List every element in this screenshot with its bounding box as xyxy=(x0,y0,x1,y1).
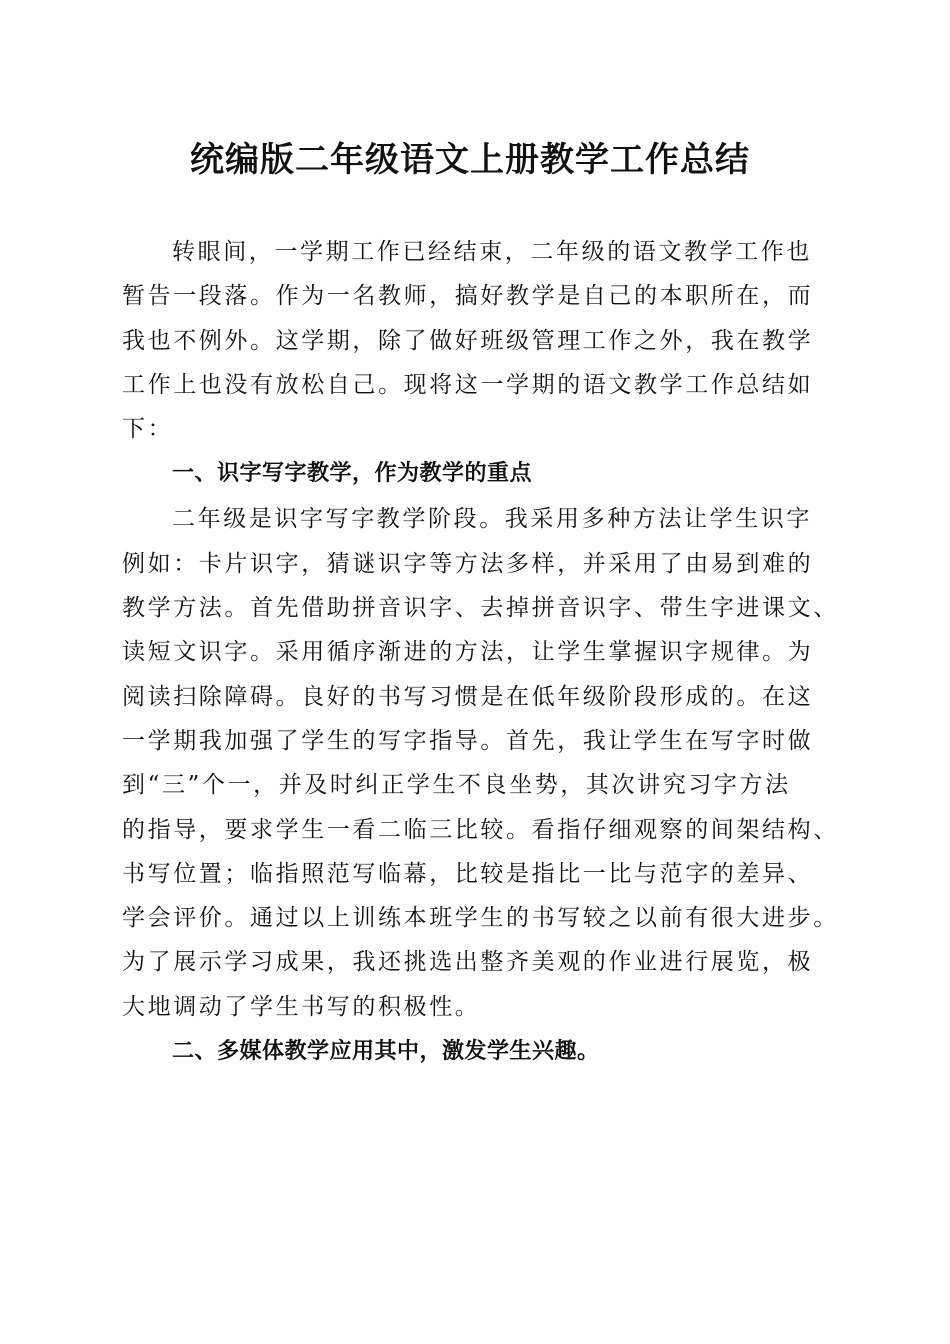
document-body xyxy=(122,230,842,1075)
section-1-line: 到“三”个一，并及时纠正学生不良坐势，其次讲究习字方法 xyxy=(122,772,791,799)
section-1-line: 的指导，要求学生一看二临三比较。看指仔细观察的间架结构、 xyxy=(122,816,839,843)
section-1-line: 大地调动了学生书写的积极性。 xyxy=(122,993,481,1020)
intro-line: 下： xyxy=(122,416,174,443)
section-1-line: 学会评价。通过以上训练本班学生的书写较之以前有很大进步。 xyxy=(122,905,839,932)
section-1-line: 例如：卡片识字，猜谜识字等方法多样，并采用了由易到难的 xyxy=(122,550,814,577)
document-title: 统编版二年级语文上册教学工作总结 xyxy=(190,140,750,180)
section-1-line: 二年级是识字写字教学阶段。我采用多种方法让学生识字 xyxy=(172,506,812,533)
intro-line: 暂告一段落。作为一名教师，搞好教学是自己的本职所在，而 xyxy=(122,283,814,310)
section-1-line: 为了展示学习成果，我还挑选出整齐美观的作业进行展览，极 xyxy=(122,949,814,976)
section-1-line: 阅读扫除障碍。良好的书写习惯是在低年级阶段形成的。在这 xyxy=(122,683,814,710)
intro-line: 转眼间，一学期工作已经结束，二年级的语文教学工作也 xyxy=(172,239,812,265)
section-1-heading: 一、识字写字教学，作为教学的重点 xyxy=(172,461,533,487)
intro-line: 我也不例外。这学期，除了做好班级管理工作之外，我在教学 xyxy=(122,327,814,354)
intro-line: 工作上也没有放松自己。现将这一学期的语文教学工作总结如 xyxy=(122,371,814,398)
section-1-line: 一学期我加强了学生的写字指导。首先，我让学生在写字时做 xyxy=(122,727,814,754)
section-1-line: 读短文识字。采用循序渐进的方法，让学生掌握识字规律。为 xyxy=(122,639,814,666)
section-2-heading: 二、多媒体教学应用其中，激发学生兴趣。 xyxy=(172,1039,600,1065)
section-1-line: 教学方法。首先借助拼音识字、去掉拼音识字、带生字进课文、 xyxy=(122,595,839,622)
section-1-line: 书写位置；临指照范写临幕，比较是指比一比与范字的差异、 xyxy=(122,860,814,887)
